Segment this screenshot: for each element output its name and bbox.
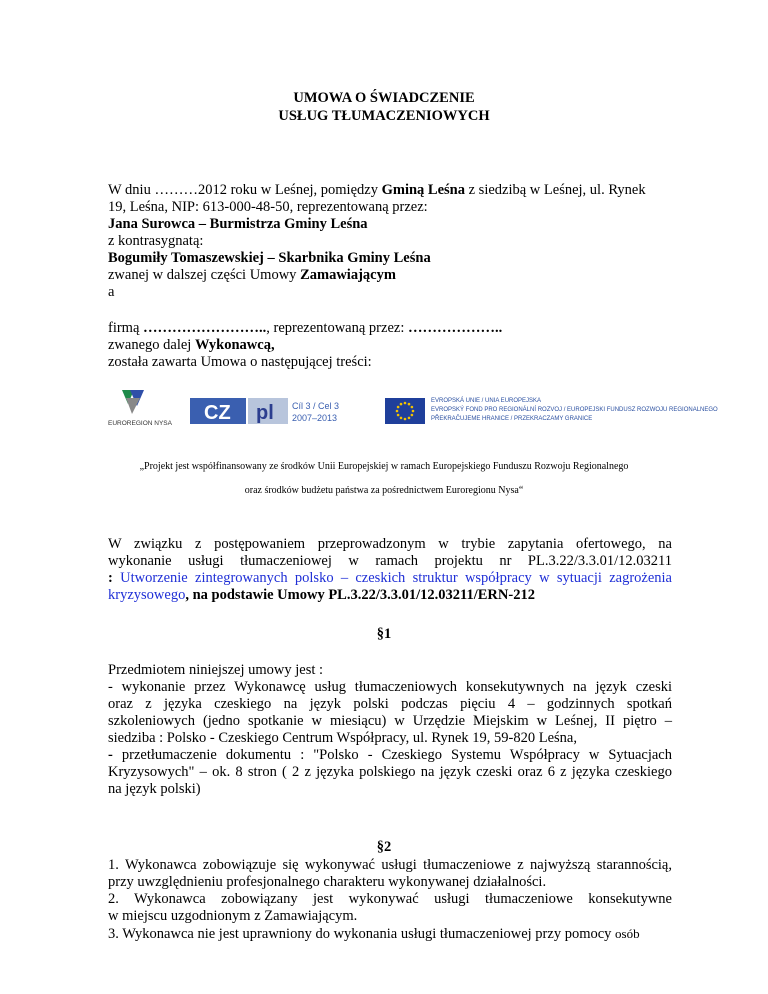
- section-1-line-4: szkoleniowych (jedno spotkanie w miesiącu) w Urzędzie Miejskim w Leśnej, II piętro –: [108, 713, 672, 729]
- eu-flag-icon: [385, 398, 425, 424]
- funding-caption-line1: „Projekt jest współfinansowany ze środków Unii Europejskiej w ramach Europejskiego Funduszu Rozwoju Regionalnego: [139, 461, 629, 472]
- section-1-line-1: Przedmiotem niniejszej umowy jest :: [108, 662, 324, 678]
- section-1-line-8: na język polski): [108, 781, 201, 797]
- logos-strip: [100, 388, 718, 438]
- context-line-3: : Utworzenie zintegrowanych polsko – czeskich struktur współpracy w sytuacji zagrożenia: [108, 570, 672, 586]
- context-line-1: W związku z postępowaniem przeprowadzonym w trybie zapytania ofertowego, na: [108, 536, 672, 552]
- section-1-line-6: - przetłumaczenie dokumentu : "Polsko - Czeskiego Systemu Współpracy w Sytuacjach: [108, 747, 672, 763]
- firm-line-1: firmą …………………….., reprezentowaną przez: ………………..: [108, 320, 503, 336]
- section-2-line-3: 2. Wykonawca zobowiązany jest wykonywać usługi tłumaczeniowe konsekutywne: [108, 891, 672, 907]
- intro-line-2: 19, Leśna, NIP: 613-000-48-50, reprezentowaną przez:: [108, 199, 428, 215]
- context-line-2: wykonanie usługi tłumaczeniowej w ramach projektu nr PL.3.22/3.3.01/12.03211: [108, 553, 672, 569]
- section-1-line-3: oraz z języka czeskiego na język polski podczas pięciu 4 – godzinnych spotkań: [108, 696, 672, 712]
- section-2-line-5: 3. Wykonawca nie jest uprawniony do wykonania usługi tłumaczeniowej przy pomocy osób: [108, 926, 640, 942]
- eu-text-line1: EVROPSKÁ UNIE / UNIA EUROPEJSKA: [431, 398, 542, 404]
- czpl-cil-line2: 2007–2013: [292, 413, 338, 423]
- section-1-heading: §1: [376, 626, 392, 642]
- czpl-pl-text: pl: [256, 402, 274, 424]
- intro-line-4: z kontrasygnatą:: [108, 233, 204, 249]
- section-2-line-2: przy uwzględnieniu profesjonalnego charakteru wykonywanej działalności.: [108, 874, 547, 890]
- section-2-line-4: w miejscu uzgodnionym z Zamawiającym.: [108, 908, 358, 924]
- euroregion-shape-gray: [126, 398, 140, 414]
- context-line-4: kryzysowego, na podstawie Umowy PL.3.22/3.3.01/12.03211/ERN-212: [108, 587, 535, 603]
- eu-text-line3: PŘEKRAČUJEME HRANICE / PRZEKRACZAMY GRANICE: [431, 416, 593, 422]
- intro-line-6: zwanej w dalszej części Umowy Zamawiającym: [108, 267, 396, 283]
- intro-line-7: a: [108, 284, 115, 300]
- eu-text-block: [431, 397, 718, 424]
- intro-line-1: W dniu ………2012 roku w Leśnej, pomiędzy Gminą Leśna z siedzibą w Leśnej, ul. Rynek: [108, 182, 646, 198]
- firm-line-2: zwanego dalej Wykonawcą,: [108, 337, 275, 353]
- czpl-cil-line1: Cíl 3 / Cel 3: [292, 401, 340, 411]
- section-2-line-1: 1. Wykonawca zobowiązuje się wykonywać usługi tłumaczeniowe z najwyższą starannością,: [108, 857, 672, 873]
- czpl-cz-text: CZ: [204, 402, 231, 424]
- section-1-line-2: - wykonanie przez Wykonawcę usług tłumaczeniowych konsekutywnych na język czeski: [108, 679, 672, 695]
- document-title-line2: USŁUG TŁUMACZENIOWYCH: [278, 108, 490, 124]
- euroregion-nysa-logo: [100, 388, 180, 428]
- section-1-line-5: siedziba : Polsko - Czeskiego Centrum Współpracy, ul. Rynek 19, 59-820 Leśna,: [108, 730, 577, 746]
- intro-line-3: Jana Surowca – Burmistrza Gminy Leśna: [108, 216, 368, 232]
- eu-text-line2: EVROPSKÝ FOND PRO REGIONÁLNÍ ROZVOJ / EUROPEJSKI FUNDUSZ ROZWOJU REGIONALNEGO: [431, 407, 718, 413]
- intro-line-5: Bogumiły Tomaszewskiej – Skarbnika Gminy Leśna: [108, 250, 431, 266]
- section-2-heading: §2: [376, 839, 392, 855]
- czpl-logo: [190, 396, 360, 428]
- document-title-line1: UMOWA O ŚWIADCZENIE: [293, 90, 475, 106]
- section-1-line-7: Kryzysowych" – ok. 8 stron ( 2 z języka polskiego na język czeski oraz 6 z języka czeskiego: [108, 764, 672, 780]
- euroregion-nysa-label: EUROREGION NYSA: [108, 420, 172, 427]
- funding-caption-line2: oraz środków budżetu państwa za pośrednictwem Euroregionu Nysa“: [244, 485, 524, 496]
- firm-line-3: została zawarta Umowa o następującej treści:: [108, 354, 372, 370]
